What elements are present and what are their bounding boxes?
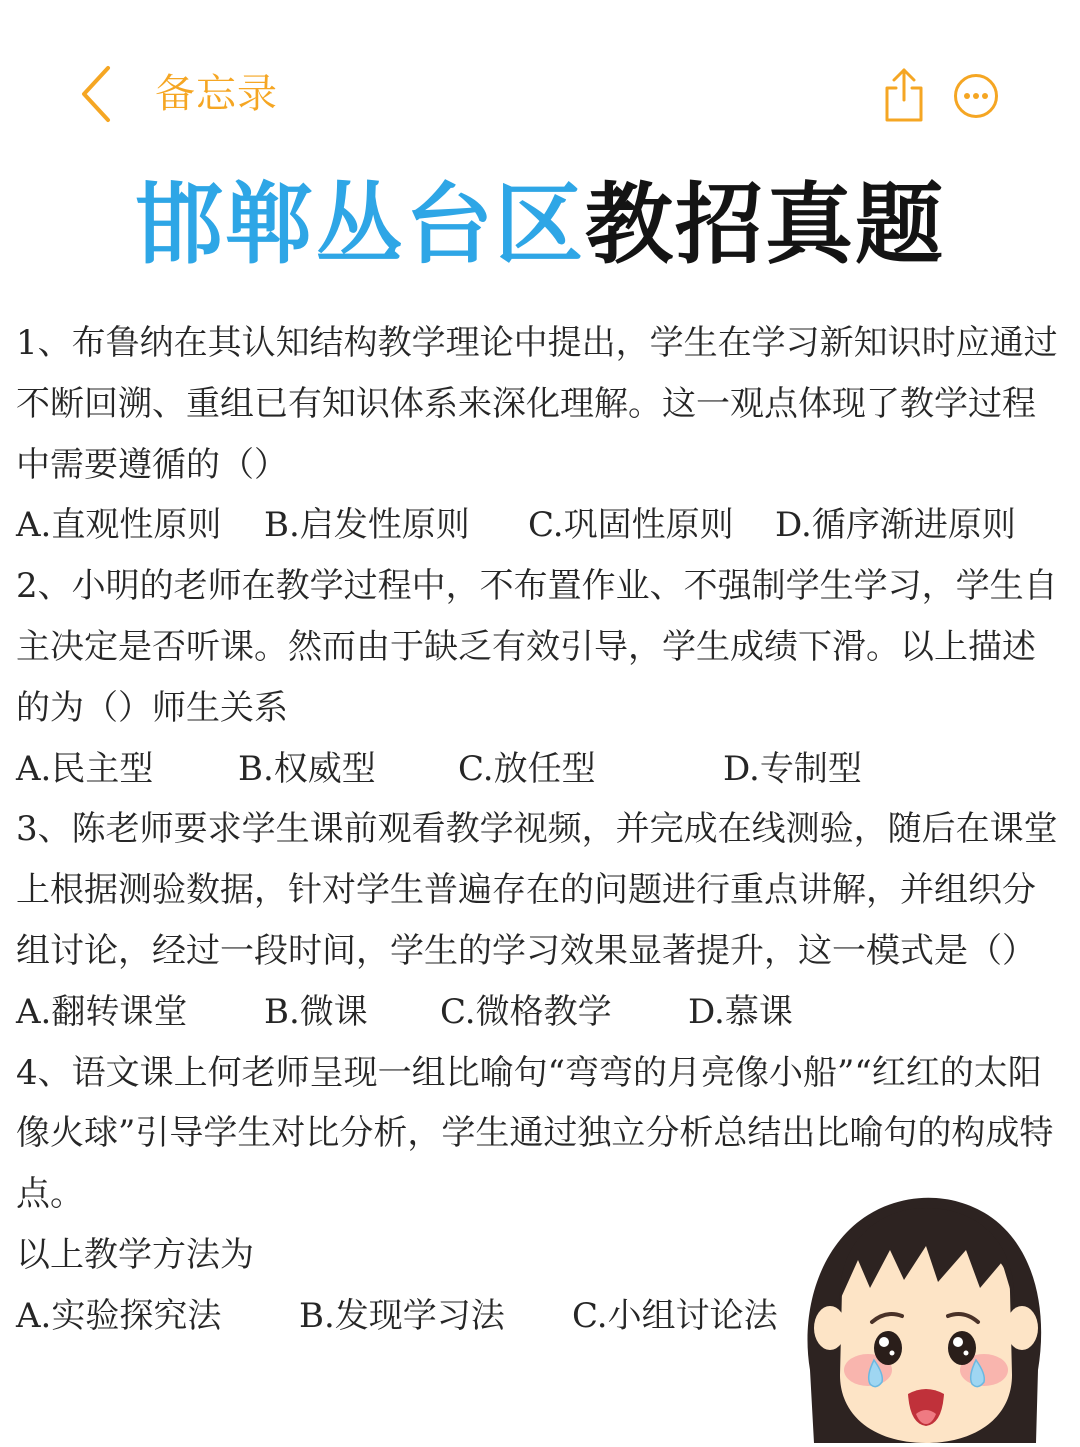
option-b: B.启发性原则 — [264, 505, 470, 546]
question-3-stem: 3、陈老师要求学生课前观看教学视频，并完成在线测验，随后在课堂上根据测验数据，针对学生普遍存在的问题进行重点讲解，并组织分组讨论，经过一段时间，学生的学习效果显著提升，这一模式是（） — [16, 809, 1058, 971]
option-a: A.翻转课堂 — [16, 991, 188, 1032]
more-button[interactable] — [953, 73, 999, 119]
back-button[interactable] — [70, 62, 122, 126]
option-c: C.巩固性原则 — [528, 505, 734, 546]
option-c: C.小组讨论法 — [572, 1295, 778, 1336]
question-1-stem: 1、布鲁纳在其认知结构教学理论中提出，学生在学习新知识时应通过不断回溯、重组已有知识体系来深化理解。这一观点体现了教学过程中需要遵循的（） — [16, 323, 1058, 485]
question-4-prompt: 以上教学方法为 — [16, 1234, 254, 1275]
share-button[interactable] — [882, 66, 926, 124]
title-location: 邯郸丛台区 — [134, 173, 585, 276]
crying-girl-sticker — [780, 1170, 1070, 1443]
back-label[interactable]: 备忘录 — [155, 71, 278, 117]
title-subject: 教招真题 — [585, 173, 946, 276]
nav-bar — [0, 0, 1080, 160]
chevron-left-icon — [70, 62, 122, 126]
option-d: D.慕课 — [688, 991, 793, 1032]
question-2-options — [16, 739, 1066, 800]
option-b: B.权威型 — [238, 748, 376, 789]
crying-girl-icon — [780, 1170, 1070, 1443]
more-icon — [953, 73, 999, 119]
option-a: A.实验探究法 — [16, 1295, 222, 1336]
question-1-options — [16, 495, 1066, 556]
question-4-stem: 4、语文课上何老师呈现一组比喻句“弯弯的月亮像小船”“红红的太阳像火球”引导学生对比分析，学生通过独立分析总结出比喻句的构成特点。 — [16, 1052, 1054, 1215]
option-d: D.专制型 — [723, 748, 862, 789]
question-2-stem: 2、小明的老师在教学过程中，不布置作业、不强制学生学习，学生自主决定是否听课。然而由于缺乏有效引导，学生成绩下滑。以上描述的为（）师生关系 — [16, 566, 1058, 728]
share-icon — [882, 66, 926, 124]
question-3-options — [16, 982, 1066, 1043]
option-d: D.循序渐进原则 — [775, 505, 1016, 546]
option-a: A.民主型 — [16, 748, 154, 789]
option-b: B.发现学习法 — [299, 1295, 505, 1336]
option-c: C.放任型 — [458, 748, 596, 789]
option-a: A.直观性原则 — [16, 505, 222, 546]
option-c: C.微格教学 — [440, 991, 612, 1032]
option-b: B.微课 — [264, 991, 368, 1032]
page-title — [0, 170, 1080, 280]
